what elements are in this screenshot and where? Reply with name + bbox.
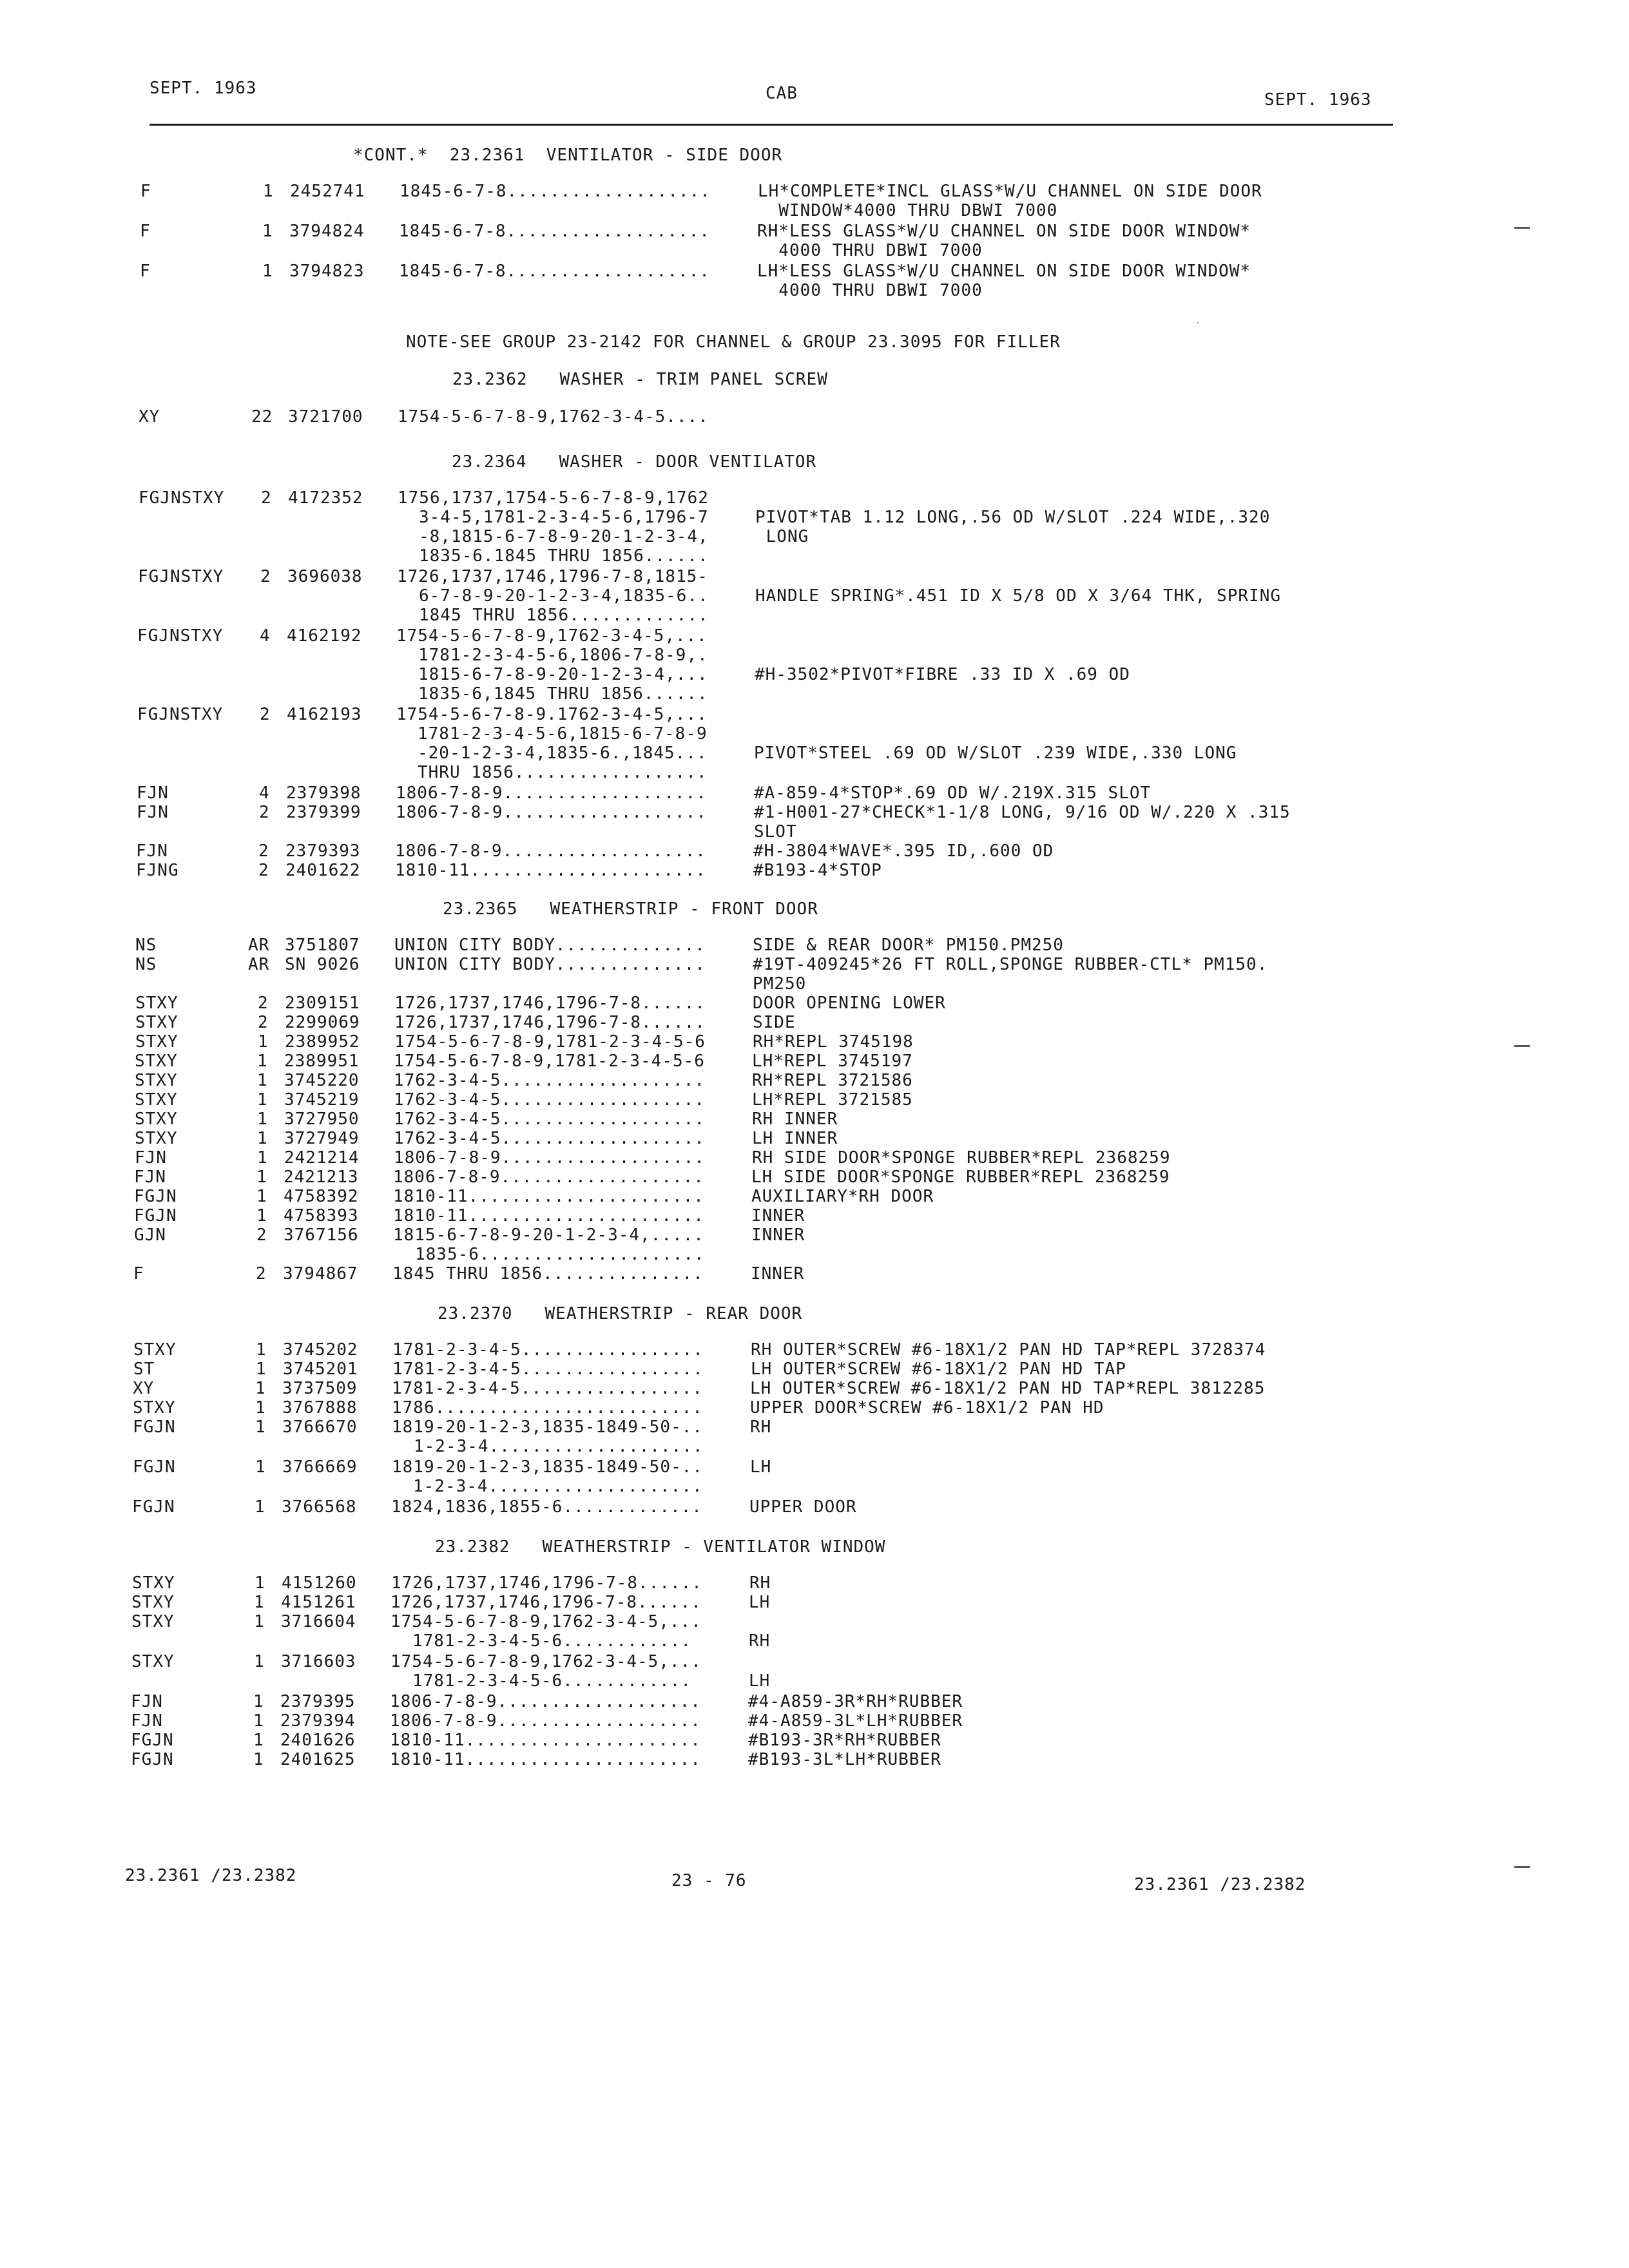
part-description: RH SIDE DOOR*SPONGE RUBBER*REPL 2368259 [752,1148,1171,1168]
model-codes: STXY [135,1032,178,1052]
part-description: RH*REPL 3721586 [752,1071,913,1090]
usage-codes: 1810-11...................... [393,1187,704,1206]
usage-codes: 1786......................... [392,1398,703,1418]
quantity: 2 [258,861,269,880]
model-codes: F [140,222,151,241]
part-description: INNER [751,1264,805,1283]
usage-codes: 1845 THRU 1856............. [419,606,709,625]
model-codes: STXY [133,1398,176,1418]
part-number: 3794823 [289,262,365,281]
model-codes: STXY [135,1110,178,1129]
usage-codes: -20-1-2-3-4,1835-6.,1845... [418,744,708,763]
part-description: DOOR OPENING LOWER [753,994,946,1013]
quantity: 2 [256,1225,267,1245]
quantity: 2 [258,994,269,1013]
part-description: 4000 THRU DBWI 7000 [757,241,983,260]
part-number: 2389951 [284,1052,360,1071]
part-description: RH OUTER*SCREW #6-18X1/2 PAN HD TAP*REPL 3728374 [751,1340,1266,1360]
header-rule [149,124,1393,126]
quantity: 1 [255,1398,266,1418]
quantity: 1 [254,1612,265,1631]
part-number: 3745220 [284,1071,360,1090]
model-codes: F [133,1264,144,1283]
part-number: 2452741 [290,182,365,201]
part-description: INNER [751,1206,805,1225]
model-codes: FJNG [136,861,179,880]
quantity: 1 [256,1360,267,1379]
quantity: 2 [259,803,270,822]
part-description: HANDLE SPRING*.451 ID X 5/8 OD X 3/64 THK, SPRING [755,586,1282,606]
usage-codes: 1781-2-3-4-5-6............ [412,1671,691,1691]
usage-codes: 1762-3-4-5................... [394,1129,705,1148]
quantity: 2 [260,705,271,724]
usage-codes: 1819-20-1-2-3,1835-1849-50-.. [392,1418,703,1437]
usage-codes: 1815-6-7-8-9-20-1-2-3-4,..... [393,1225,704,1245]
model-codes: FGJN [134,1206,177,1225]
part-number: 4162193 [287,705,362,724]
usage-codes: 1781-2-3-4-5................. [392,1360,704,1379]
model-codes: FJN [137,803,169,822]
part-description: SIDE [753,1013,796,1032]
model-codes: STXY [135,1052,178,1071]
usage-codes: 1781-2-3-4-5-6,1815-6-7-8-9 [418,724,708,744]
model-codes: STXY [135,994,178,1013]
part-description: RH [749,1631,771,1651]
quantity: 2 [260,567,271,586]
part-number: 4162192 [287,626,362,646]
model-codes: STXY [131,1652,175,1671]
model-codes: STXY [135,1129,178,1148]
part-description: LH OUTER*SCREW #6-18X1/2 PAN HD TAP*REPL 3812285 [750,1379,1266,1398]
part-description: #A-859-4*STOP*.69 OD W/.219X.315 SLOT [754,783,1152,803]
usage-codes: 6-7-8-9-20-1-2-3-4,1835-6.. [419,586,709,606]
usage-codes: 1845 THRU 1856............... [392,1264,704,1283]
part-number: 2421214 [284,1148,360,1168]
part-number: 2421213 [284,1168,359,1187]
usage-codes: THRU 1856.................. [418,763,708,782]
usage-codes: 1781-2-3-4-5................. [392,1340,704,1360]
part-description: RH [750,1418,772,1437]
quantity: 1 [262,262,273,281]
usage-codes: 1845-6-7-8................... [400,182,711,201]
model-codes: FGJN [132,1497,175,1517]
section-heading: 23.2364 WASHER - DOOR VENTILATOR [452,452,817,472]
part-number: 3794824 [289,222,365,241]
usage-codes: UNION CITY BODY.............. [394,936,706,955]
part-description: #1-H001-27*CHECK*1-1/8 LONG, 9/16 OD W/.220 X .315 [754,803,1291,822]
part-number: 3745202 [283,1340,358,1360]
quantity: 2 [258,1013,269,1032]
part-description: LONG [755,527,809,546]
section-heading: 23.2362 WASHER - TRIM PANEL SCREW [452,370,828,389]
usage-codes: 3-4-5,1781-2-3-4-5-6,1796-7 [419,508,709,527]
model-codes: STXY [131,1593,175,1612]
usage-codes: 1835-6,1845 THRU 1856...... [418,684,708,704]
part-description: LH*LESS GLASS*W/U CHANNEL ON SIDE DOOR WINDOW* [757,262,1251,281]
model-codes: FJN [131,1711,163,1731]
quantity: 1 [255,1497,265,1517]
model-codes: F [140,182,151,201]
quantity: 1 [253,1750,264,1769]
quantity: 1 [254,1652,265,1671]
quantity: 2 [256,1264,267,1283]
part-description: PM250 [753,974,807,994]
usage-codes: 1835-6.1845 THRU 1856...... [419,546,709,566]
section-heading: 23.2382 WEATHERSTRIP - VENTILATOR WINDOW [435,1537,886,1557]
quantity: 22 [251,407,273,427]
usage-codes: 1726,1737,1746,1796-7-8...... [390,1593,702,1612]
part-description: UPPER DOOR [749,1497,857,1517]
margin-mark [1514,227,1530,229]
usage-codes: -8,1815-6-7-8-9-20-1-2-3-4, [419,527,709,546]
usage-codes: 1754-5-6-7-8-9,1762-3-4-5.... [398,407,709,427]
part-description: RH*REPL 3745198 [753,1032,914,1052]
part-number: 3767156 [284,1225,359,1245]
model-codes: NS [135,955,157,974]
quantity: 1 [253,1711,264,1731]
usage-codes: 1-2-3-4.................... [413,1477,703,1496]
usage-codes: 1754-5-6-7-8-9,1781-2-3-4-5-6 [394,1052,705,1071]
quantity: 1 [253,1731,264,1750]
model-codes: F [140,262,151,281]
part-number: 2379394 [280,1711,356,1731]
quantity: 1 [257,1071,268,1090]
usage-codes: 1726,1737,1746,1796-7-8...... [394,1013,706,1032]
usage-codes: 1824,1836,1855-6............. [391,1497,702,1517]
part-description: #H-3804*WAVE*.395 ID,.600 OD [753,841,1054,861]
part-description: RH [749,1573,771,1593]
model-codes: FGJNSTXY [137,626,224,646]
model-codes: STXY [135,1013,178,1032]
header-section-title: CAB [766,84,798,103]
part-number: 4151260 [282,1573,357,1593]
usage-codes: 1835-6..................... [415,1245,705,1264]
usage-codes: UNION CITY BODY.............. [394,955,706,974]
model-codes: FGJN [133,1457,176,1477]
model-codes: FGJN [131,1731,174,1750]
usage-codes: 1806-7-8-9................... [394,1148,705,1168]
part-number: 3716604 [281,1612,356,1631]
quantity: 1 [253,1692,264,1711]
part-number: 3727949 [284,1129,360,1148]
part-description: 4000 THRU DBWI 7000 [757,281,983,300]
part-number: 2401626 [280,1731,356,1750]
usage-codes: 1726,1737,1746,1796-7-8...... [391,1573,702,1593]
model-codes: FGJN [131,1750,174,1769]
part-description: WINDOW*4000 THRU DBWI 7000 [757,201,1058,220]
part-description: SIDE & REAR DOOR* PM150.PM250 [753,936,1064,955]
usage-codes: 1810-11...................... [395,861,706,880]
part-number: 3737509 [282,1379,358,1398]
model-codes: FGJN [133,1418,176,1437]
quantity: AR [248,936,270,955]
model-codes: STXY [135,1071,178,1090]
usage-codes: 1845-6-7-8................... [399,262,710,281]
part-number: 3766670 [282,1418,358,1437]
section-heading: NOTE-SEE GROUP 23-2142 FOR CHANNEL & GROUP 23.3095 FOR FILLER [406,332,1061,352]
part-description: #B193-3L*LH*RUBBER [748,1750,941,1769]
margin-mark [1514,1045,1530,1047]
quantity: 1 [256,1187,267,1206]
model-codes: FGJN [134,1187,177,1206]
quantity: 4 [260,626,271,646]
part-number: 4758393 [284,1206,359,1225]
part-description: #19T-409245*26 FT ROLL,SPONGE RUBBER-CTL* PM150. [753,955,1268,974]
part-number: 3766669 [282,1457,358,1477]
part-description: LH [749,1671,771,1691]
part-description: #B193-3R*RH*RUBBER [748,1731,941,1750]
part-description: #B193-4*STOP [753,861,882,880]
quantity: 1 [262,222,273,241]
part-number: 2379395 [280,1692,356,1711]
part-description: PIVOT*STEEL .69 OD W/SLOT .239 WIDE,.330 LONG [754,744,1237,763]
usage-codes: 1781-2-3-4-5-6,1806-7-8-9,. [418,646,708,665]
usage-codes: 1762-3-4-5................... [394,1090,705,1110]
quantity: 1 [257,1148,268,1168]
part-description: LH*REPL 3745197 [752,1052,913,1071]
model-codes: STXY [135,1090,178,1110]
part-description: LH OUTER*SCREW #6-18X1/2 PAN HD TAP [751,1360,1126,1379]
quantity: 1 [257,1110,268,1129]
part-number: 4758392 [284,1187,359,1206]
part-number: 4172352 [288,488,363,508]
usage-codes: 1810-11...................... [390,1731,701,1750]
quantity: 2 [261,488,272,508]
usage-codes: 1815-6-7-8-9-20-1-2-3-4,... [418,665,708,684]
part-number: 3745219 [284,1090,360,1110]
footer-range-right: 23.2361 /23.2382 [1134,1875,1306,1894]
quantity: 1 [255,1573,265,1593]
margin-mark [1514,1866,1530,1868]
model-codes: XY [133,1379,155,1398]
header-date-right: SEPT. 1963 [1264,90,1372,110]
usage-codes: 1819-20-1-2-3,1835-1849-50-.. [392,1457,703,1477]
footer-page-number: 23 - 76 [671,1871,747,1890]
section-heading: 23.2365 WEATHERSTRIP - FRONT DOOR [443,899,818,919]
part-description: RH INNER [752,1110,838,1129]
part-number: SN 9026 [285,955,360,974]
header-date-left: SEPT. 1963 [149,79,257,98]
model-codes: FJN [136,841,168,861]
quantity: 1 [255,1418,266,1437]
usage-codes: 1806-7-8-9................... [396,783,707,803]
quantity: 4 [259,783,270,803]
model-codes: FJN [137,783,169,803]
part-number: 3745201 [283,1360,358,1379]
model-codes: FGJNSTXY [137,705,224,724]
part-description: #4-A859-3R*RH*RUBBER [748,1692,963,1711]
usage-codes: 1-2-3-4.................... [414,1437,704,1456]
quantity: 1 [254,1593,265,1612]
usage-codes: 1806-7-8-9................... [393,1168,704,1187]
section-heading: 23.2370 WEATHERSTRIP - REAR DOOR [438,1304,803,1323]
model-codes: STXY [131,1612,175,1631]
quantity: 2 [258,841,269,861]
model-codes: FGJNSTXY [138,567,224,586]
usage-codes: 1754-5-6-7-8-9,1781-2-3-4-5-6 [394,1032,706,1052]
usage-codes: 1781-2-3-4-5................. [392,1379,703,1398]
part-description: #H-3502*PIVOT*FIBRE .33 ID X .69 OD [755,665,1130,684]
model-codes: FJN [135,1148,167,1168]
model-codes: FJN [134,1168,166,1187]
usage-codes: 1756,1737,1754-5-6-7-8-9,1762 [398,488,709,508]
part-description: AUXILIARY*RH DOOR [751,1187,934,1206]
quantity: 1 [263,182,274,201]
part-description: UPPER DOOR*SCREW #6-18X1/2 PAN HD [750,1398,1104,1418]
part-number: 3716603 [281,1652,356,1671]
model-codes: ST [133,1360,155,1379]
quantity: 1 [258,1032,269,1052]
part-description: INNER [751,1225,805,1245]
usage-codes: 1810-11...................... [393,1206,704,1225]
model-codes: XY [139,407,160,427]
quantity: 1 [255,1379,266,1398]
usage-codes: 1754-5-6-7-8-9.1762-3-4-5,... [396,705,708,724]
usage-codes: 1810-11...................... [390,1750,701,1769]
model-codes: FJN [131,1692,163,1711]
usage-codes: 1726,1737,1746,1796-7-8...... [394,994,706,1013]
scan-speck [1197,322,1199,323]
usage-codes: 1754-5-6-7-8-9,1762-3-4-5,... [390,1612,702,1631]
part-number: 2401622 [285,861,361,880]
model-codes: FGJNSTXY [139,488,225,508]
quantity: 1 [256,1340,267,1360]
part-number: 3721700 [288,407,363,427]
usage-codes: 1754-5-6-7-8-9,1762-3-4-5,... [390,1652,702,1671]
part-description: LH [750,1457,772,1477]
part-number: 3696038 [287,567,363,586]
usage-codes: 1806-7-8-9................... [390,1711,701,1731]
usage-codes: 1781-2-3-4-5-6............ [412,1631,691,1651]
part-description: LH INNER [752,1129,838,1148]
part-description: LH*REPL 3721585 [752,1090,913,1110]
part-number: 2309151 [285,994,360,1013]
usage-codes: 1726,1737,1746,1796-7-8,1815- [397,567,708,586]
model-codes: NS [135,936,157,955]
quantity: 1 [257,1090,268,1110]
usage-codes: 1806-7-8-9................... [395,841,706,861]
part-description: LH SIDE DOOR*SPONGE RUBBER*REPL 2368259 [751,1168,1170,1187]
quantity: AR [248,955,270,974]
quantity: 1 [256,1168,267,1187]
quantity: 1 [255,1457,266,1477]
part-number: 3766568 [282,1497,357,1517]
quantity: 1 [256,1206,267,1225]
part-description: PIVOT*TAB 1.12 LONG,.56 OD W/SLOT .224 WIDE,.320 [755,508,1271,527]
model-codes: STXY [133,1340,177,1360]
part-number: 4151261 [281,1593,356,1612]
usage-codes: 1762-3-4-5................... [394,1071,705,1090]
part-number: 3794867 [283,1264,358,1283]
part-description: SLOT [754,822,797,841]
usage-codes: 1845-6-7-8................... [399,222,710,241]
part-description: LH [749,1593,771,1612]
footer-range-left: 23.2361 /23.2382 [125,1866,297,1885]
quantity: 1 [257,1052,268,1071]
part-number: 2401625 [280,1750,356,1769]
part-description: #4-A859-3L*LH*RUBBER [748,1711,963,1731]
usage-codes: 1754-5-6-7-8-9,1762-3-4-5,... [396,626,708,646]
part-number: 2379398 [286,783,361,803]
quantity: 1 [257,1129,268,1148]
part-number: 2389952 [285,1032,360,1052]
part-description: RH*LESS GLASS*W/U CHANNEL ON SIDE DOOR WINDOW* [757,222,1251,241]
usage-codes: 1806-7-8-9................... [396,803,707,822]
part-number: 2379399 [286,803,361,822]
part-number: 3751807 [285,936,360,955]
usage-codes: 1806-7-8-9................... [390,1692,701,1711]
model-codes: STXY [132,1573,175,1593]
section-heading: *CONT.* 23.2361 VENTILATOR - SIDE DOOR [353,146,783,165]
part-description: LH*COMPLETE*INCL GLASS*W/U CHANNEL ON SIDE DOOR [758,182,1262,201]
usage-codes: 1762-3-4-5................... [394,1110,705,1129]
part-number: 3727950 [284,1110,360,1129]
part-number: 2299069 [285,1013,360,1032]
model-codes: GJN [134,1225,166,1245]
part-number: 2379393 [285,841,361,861]
part-number: 3767888 [282,1398,358,1418]
